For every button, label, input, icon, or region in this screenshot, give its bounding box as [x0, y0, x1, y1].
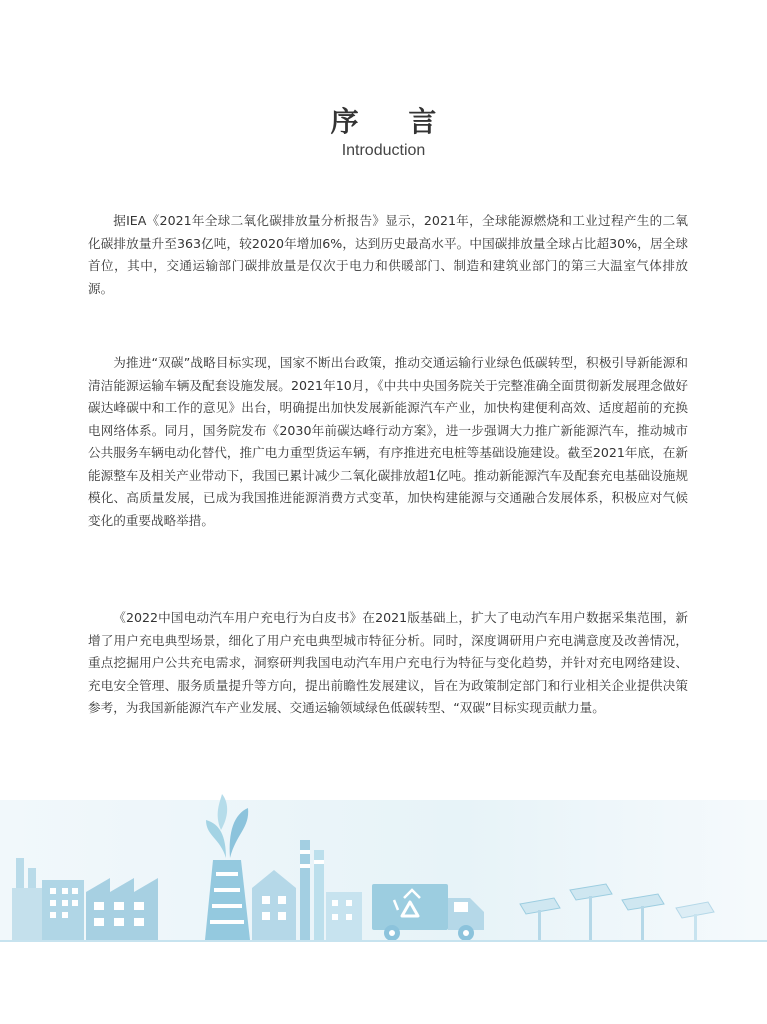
- paragraph-3-block: [88, 607, 688, 720]
- paragraph-2: 为推进“双碳”战略目标实现，国家不断出台政策，推动交通运输行业绿色低碳转型，积极引导新能源和清洁能源运输车辆及配套设施发展。2021年10月，《中共中央国务院关于完整准确全面贯彻新发展理念做好碳达峰碳中和工作的意见》出台，明确提出加快发展新能源汽车产业，加快构建便利高效、适度超前的充换电网络体系。同月，国务院发布《2030年前碳达峰行动方案》，进一步强调大力推广新能源汽车，推动城市公共服务车辆电动化替代，推广电力重型货运车辆，有序推进充电桩等基础设施建设。截至2021年底，在新能源整车及相关产业带动下，我国已累计减少二氧化碳排放超1亿吨。推动新能源汽车及配套充电基础设施规模化、高质量发展，已成为我国推进能源消费方式变革，加快构建能源与交通融合发展体系，积极应对气候变化的重要战略举措。: [88, 355, 688, 528]
- paragraph-1-block: [88, 210, 688, 300]
- paragraph-2-block: [88, 352, 688, 532]
- page-title: 序 言: [330, 105, 457, 138]
- paragraph-1: 据IEA《2021年全球二氧化碳排放量分析报告》显示，2021年，全球能源燃烧和工业过程产生的二氧化碳排放量升至363亿吨，较2020年增加6%，达到历史最高水平。中国碳排放量全球占比超30%，居全球首位，其中，交通运输部门碳排放量是仅次于电力和供暖部门、制造和建筑业部门的第三大温室气体排放源。: [88, 213, 688, 296]
- paragraph-3: 《2022中国电动汽车用户充电行为白皮书》在2021版基础上，扩大了电动汽车用户数据采集范围，新增了用户充电典型场景，细化了用户充电典型城市特征分析。同时，深度调研用户充电满意度及改善情况，重点挖掘用户公共充电需求，洞察研判我国电动汽车用户充电行为特征与变化趋势，并针对充电网络建设、充电安全管理、服务质量提升等方向，提出前瞻性发展建议，旨在为政策制定部门和行业相关企业提供决策参考，为我国新能源汽车产业发展、交通运输领域绿色低碳转型、“双碳”目标实现贡献力量。: [88, 610, 688, 715]
- industry-illustration: [0, 780, 767, 970]
- page-subtitle: Introduction: [341, 142, 426, 159]
